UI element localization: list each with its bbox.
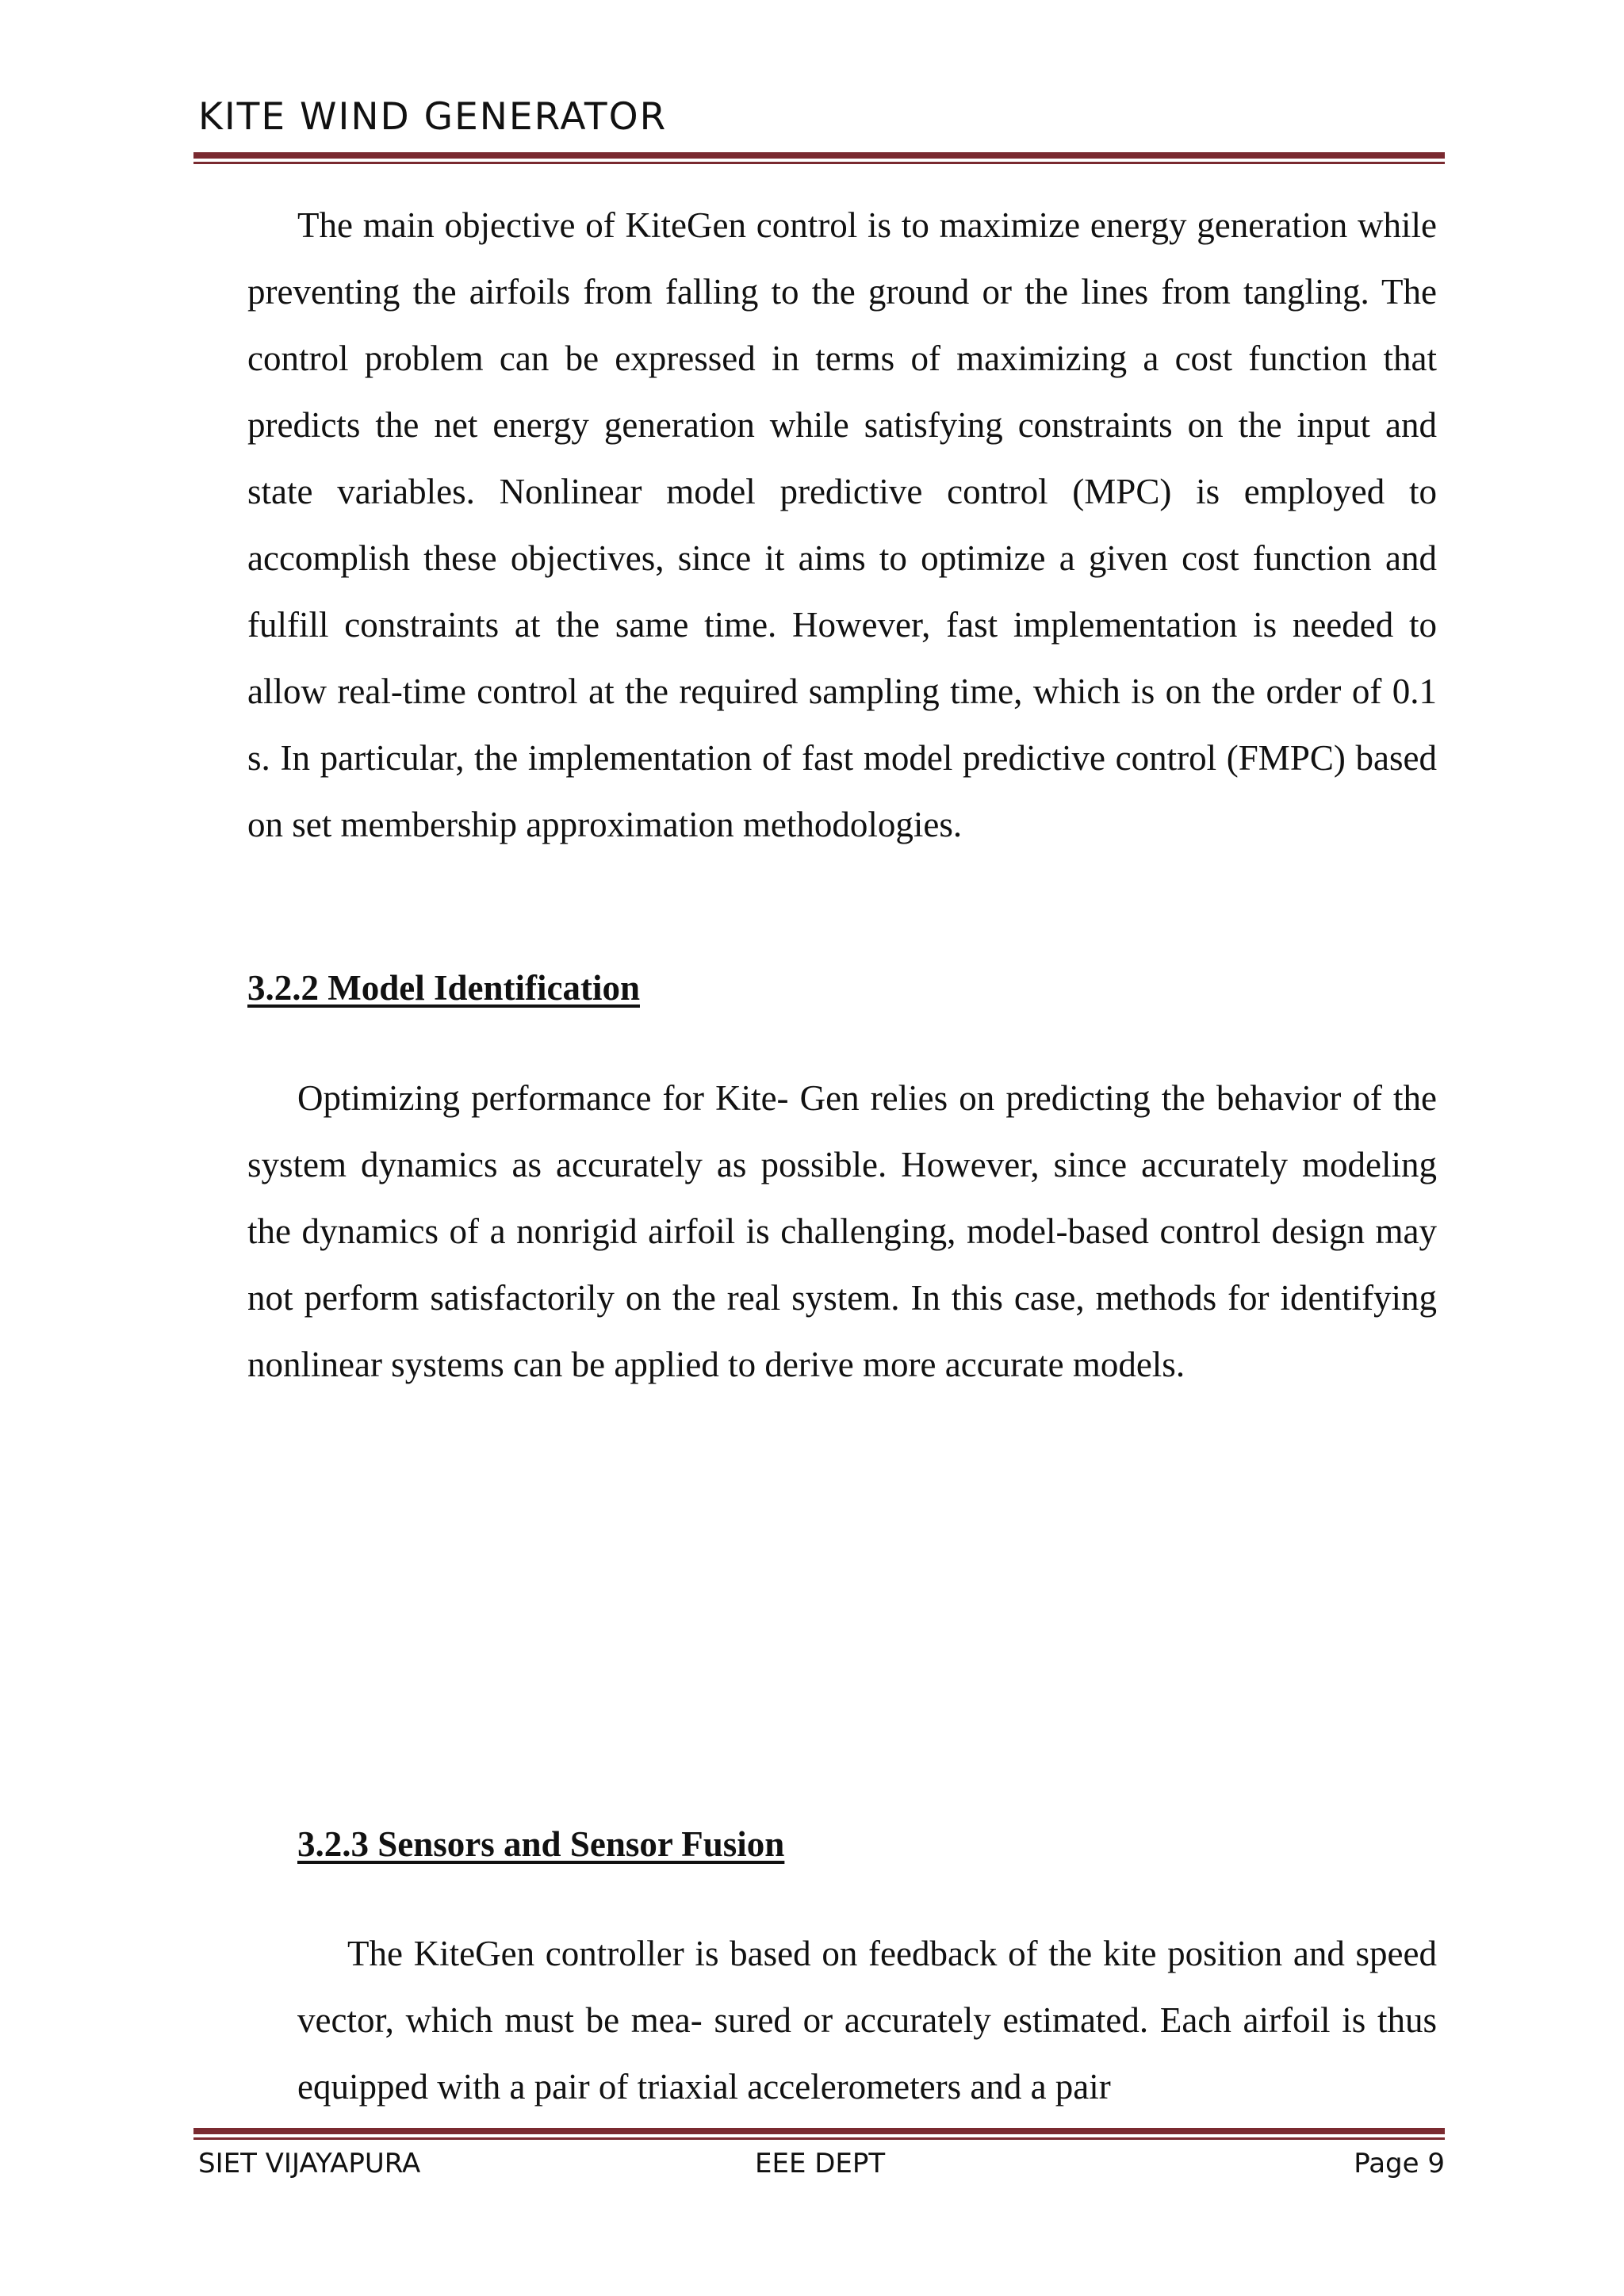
paragraph-sensors: The KiteGen controller is based on feedback of the kite position and speed vector, which must be mea- sured or accurately estimated. Each airfoil is thus equipped with a pair of triaxial accelerometers and a pair [297,1934,1437,2107]
footer-institution: SIET VIJAYAPURA [198,2148,421,2179]
header-divider [193,152,1445,164]
header-divider-thick [193,152,1445,159]
header-divider-thin [193,162,1445,164]
footer-divider-thick [193,2128,1445,2134]
footer-department: EEE DEPT [755,2148,886,2179]
footer-page-number: Page 9 [1354,2148,1445,2179]
paragraph-control-objective: The main objective of KiteGen control is to maximize energy generation while preventing the airfoils from falling to the ground or the lines from tangling. The control problem can be expressed in terms of maximizing a cost function that predicts the net energy generation while satisfying constraints on the input and state variables. Nonlinear model predictive control (MPC) is employed to accomplish these objectives, since it aims to optimize a given cost function and fulfill constraints at the same time. However, fast implementation is needed to allow real-time control at the required sampling time, which is on the order of 0.1 s. In particular, the implementation of fast model predictive control (FMPC) based on set membership approximation methodologies. [247,205,1437,844]
footer-divider [193,2128,1445,2140]
section-heading-sensors: 3.2.3 Sensors and Sensor Fusion [297,1824,785,1864]
section-heading-model-identification: 3.2.2 Model Identification [247,968,640,1008]
paragraph-model-identification: Optimizing performance for Kite- Gen relies on predicting the behavior of the system dynamics as accurately as possible. However, since accurately modeling the dynamics of a nonrigid airfoil is challenging, model-based control design may not perform satisfactorily on the real system. In this case, methods for identifying nonlinear systems can be applied to derive more accurate models. [247,1078,1437,1384]
footer-divider-thin [193,2137,1445,2140]
running-header-title: KITE WIND GENERATOR [198,95,668,139]
